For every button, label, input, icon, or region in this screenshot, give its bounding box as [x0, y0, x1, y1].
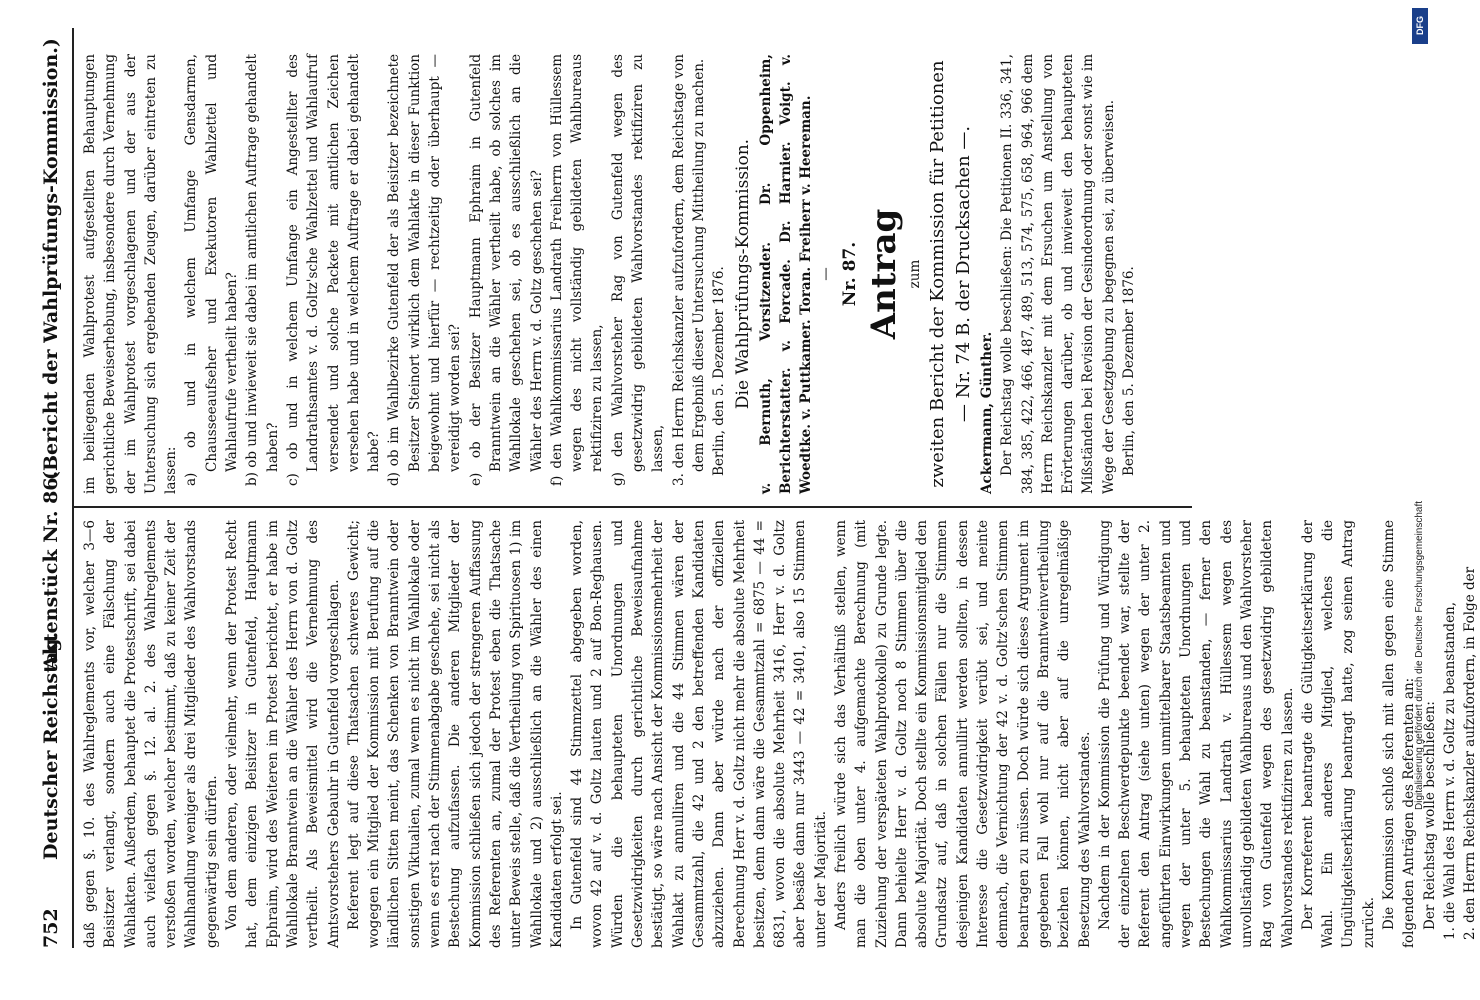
- paragraph: Referent legt auf diese Thatsachen schweres Gewicht; wogegen ein Mitglied der Kommission mit Berufung auf die ländlichen Sitten meint, das Schenken von Branntwein oder sonstigen Viktualien, zumal wenn es nicht im Wahllokale oder wenn es erst nach der Stimmenabgabe geschehe, sei nicht als Bestechung aufzufassen. Die anderen Mitglieder der Kommission schließen sich jedoch der strengeren Auffassung des Referenten an, zumal der Protest eben die Thatsache unter Beweis stelle, daß die Vertheilung von Spirituosen 1) im Wahllokale und 2) ausschließlich an die Wähler des einen Kandidaten erfolgt sei.: [345, 520, 565, 948]
- column-divider: [72, 506, 1192, 508]
- proposers: Ackermann, Günther.: [978, 331, 995, 494]
- paragraph: Der Reichstag wolle beschließen: Die Petitionen II. 336, 341, 384, 385, 422, 466, 487, 489, 513, 574, 575, 658, 964, 966 dem Herrn Reichskanzler mit dem Ersuchen um Anstellung von Erörterungen darüber, ob und inwieweit den behaupteten Mißständen bei Revision der Gesindeordnung oder sonst wie im Wege der Gesetzgebung zu begegnen sei, zu überweisen.: [999, 54, 1117, 494]
- list-item: e) ob der Besitzer Hauptmann Ephraim in Gutenfeld Branntwein an die Wähler vertheilt habe, ob solches im Wahllokale geschehen sei, ob es ausschließlich an die Wähler des Herrn v. d. Goltz geschehen sei?: [467, 54, 545, 486]
- signatures: v. Bernuth, Vorsitzender. Dr. Oppenheim, Berichterstatter. v. Forcade. Dr. Harnier. Voigt. v. Woedtke. v. Puttkamer. Toran. Freiherr v. Heereman.: [757, 54, 815, 494]
- aktenstueck-number: Aktenstück Nr. 86.: [40, 470, 62, 670]
- list-item: d) ob im Wahlbezirke Gutenfeld der als Beisitzer bezeichnete Besitzer Steinort wirklich dem Wahlakte in dieser Funktion beigewohnt und hierfür — rechtzeitig oder überhaupt — vereidigt worden sei?: [386, 54, 464, 486]
- paragraph: im beiliegenden Wahlprotest aufgestellten Behauptungen gerichtliche Beweiserhebung, insbesondere durch Vernehmung der im Wahlprotest vorgeschlagenen und der aus der Untersuchung sich ergebenden Zeugen, darüber eintreten zu lassen:: [82, 54, 180, 494]
- paragraph: Der Reichstag wolle beschließen:: [1421, 701, 1438, 930]
- report-title: (Bericht der Wahlprüfungs-Kommission.): [40, 38, 62, 480]
- list-item: 1. die Wahl des Herrn v. d. Goltz zu beanstanden,: [1441, 601, 1458, 940]
- document-number: Nr. 87.: [839, 241, 860, 307]
- list-item: g) den Wahlvorsteher Rag von Gutenfeld wegen des gesetzwidrig gebildeten Wahlvorstandes rektifiziren zu lassen,: [609, 54, 667, 486]
- commission-heading: Die Wahlprüfungs-Kommission.: [732, 138, 753, 410]
- page-number: 752: [40, 908, 62, 948]
- left-column: [80, 520, 1480, 948]
- paragraph: Anders freilich würde sich das Verhältniß stellen, wenn man die oben unter 4. aufgemachte Berechnung (mit Zuziehung der verspäteten Wahlprotokolle) zu Grunde legte. Dann behielte Herr v. d. Goltz noch 8 Stimmen über die absolute Majorität. Doch stellte ein Kommissionsmitglied den Grundsatz auf, daß in solchen Fällen nur die Stimmen desjenigen Kandidaten annullirt werden sollten, in dessen Interesse die Gesetzwidrigkeit verübt sei, und meinte demnach, die Vernichtung der 42 v. d. Goltz'schen Stimmen beantragen zu müssen. Doch würde sich dieses Argument im gegebenen Fall wohl nur auf die Branntweinvertheilung beziehen können, nicht aber auf die unregelmäßige Besetzung des Wahlvorstandes.: [832, 520, 1093, 948]
- list-item: c) ob und in welchem Umfange ein Angestellter des Landrathsamtes v. d. Goltz'sche Wahlzettel und Wahlaufruf versendet und solche Packete mit amtlichen Zeichen versehen habe und in welchem Auftrage er dabei gehandelt habe?: [284, 54, 383, 486]
- separator-dash: —: [818, 267, 835, 281]
- right-column: [80, 54, 1139, 494]
- antrag-title: zweiten Bericht der Kommission für Petitionen — Nr. 74 B. der Drucksachen —.: [926, 60, 974, 488]
- paragraph: Der Korreferent beantragte die Gültigkeitserklärung der Wahl. Ein anderes Mitglied, welches die Ungültigkeitserklärung beantragt hatte, zog seinen Antrag zurück.: [1299, 520, 1377, 948]
- list-item: f) den Wahlkommissarius Landrath Freiherrn von Hüllessem wegen des nicht vollständig gebildeten Wahlbureaus rektifiziren zu lassen,: [548, 54, 606, 486]
- date-line: Berlin, den 5. Dezember 1876.: [1121, 266, 1138, 476]
- header-rule: [72, 28, 74, 948]
- antrag-zum: zum: [906, 259, 923, 289]
- list-item: a) ob und in welchem Umfange Gensdarmen, Chausseeaufseher und Exekutoren Wahlzettel und Wahlaufrufe vertheilt haben?: [183, 54, 241, 486]
- dfg-logo-icon: DFG: [1412, 8, 1428, 44]
- paragraph: daß gegen §. 10. des Wahlreglements vor, welcher 3—6 Beisitzer verlangt, sondern auch eine Fälschung der Wahlakten. Außerdem, behauptet die Protestschrift, sei dabei auch vielfach gegen §. 12. al. 2. des Wahlreglements verstoßen worden, welcher bestimmt, daß zu keiner Zeit der Wahlhandlung weniger als drei Mitglieder des Wahlvorstands gegenwärtig sein dürfen.: [82, 520, 220, 948]
- paragraph: Von dem anderen, oder vielmehr, wenn der Protest Recht hat, dem einzigen Beisitzer in Gutenfeld, Hauptmann Ephraim, wird des Weiteren im Protest berichtet, er habe im Wahllokale Branntwein an die Wähler des Herrn von d. Goltz vertheilt. Als Beweismittel wird die Vernehmung des Amtsvorstehers Gebauhr in Gutenfeld vorgeschlagen.: [224, 520, 342, 948]
- list-item: 2. den Herrn Reichskanzler aufzufordern, in Folge der: [1462, 566, 1479, 940]
- date-line: Berlin, den 5. Dezember 1876.: [711, 266, 728, 476]
- list-item: b) ob und inwieweit sie dabei im amtlichen Auftrage gehandelt haben?: [244, 54, 281, 486]
- paragraph: In Gutenfeld sind 44 Stimmzettel abgegeben worden, wovon 42 auf v. d. Goltz lauten und 2 auf Bon-Reghausen. Würden die behaupteten Unordnungen und Gesetzwidrigkeiten durch gerichtliche Beweisaufnahme bestätigt, so wäre nach Ansicht der Kommissionsmehrheit der Wahlakt zu annulliren und die 44 Stimmen wären der Gesammtzahl, die 42 und 2 den betreffenden Kandidaten abzuziehen. Dann aber würde nach der offiziellen Berechnung Herr v. d. Goltz nicht mehr die absolute Mehrheit besitzen, denn dann wäre die Gesammtzahl = 6875 — 44 = 6831, wovon die absolute Mehrheit 3416, Herr v. d. Goltz aber besäße dann nur 3443 — 42 = 3401, also 15 Stimmen unter der Majorität.: [569, 520, 829, 948]
- digitization-credit: Digitalisierung gefördert durch die Deutsche Forschungsgemeinschaft: [1414, 500, 1425, 810]
- list-item: 3. den Herrn Reichskanzler aufzufordern, dem Reichstage von dem Ergebniß dieser Untersuchung Mittheilung zu machen.: [670, 54, 707, 486]
- paragraph: Nachdem in der Kommission die Prüfung und Würdigung der einzelnen Beschwerdepunkte beendet war, stellte der Referent den Antrag (siehe unten) wegen der unter 2. angeführten Einwirkungen unmittelbarer Staatsbeamten und wegen der unter 5. behaupteten Unordnungen und Bestechungen die Wahl zu beanstanden, — ferner den Wahlkommissarius Landrath v. Hüllessem wegen des unvollständig gebildeten Wahlbureaus und den Wahlvorsteher Rag von Gutenfeld wegen des gesetzwidrig gebildeten Wahlvorstandes rektifiziren zu lassen.: [1096, 520, 1296, 948]
- journal-title: Deutscher Reichstag.: [40, 631, 62, 860]
- antrag-heading: Antrag: [863, 208, 904, 340]
- paragraph: Die Kommission schloß sich mit allen gegen eine Stimme folgenden Anträgen des Referenten an:: [1381, 520, 1418, 948]
